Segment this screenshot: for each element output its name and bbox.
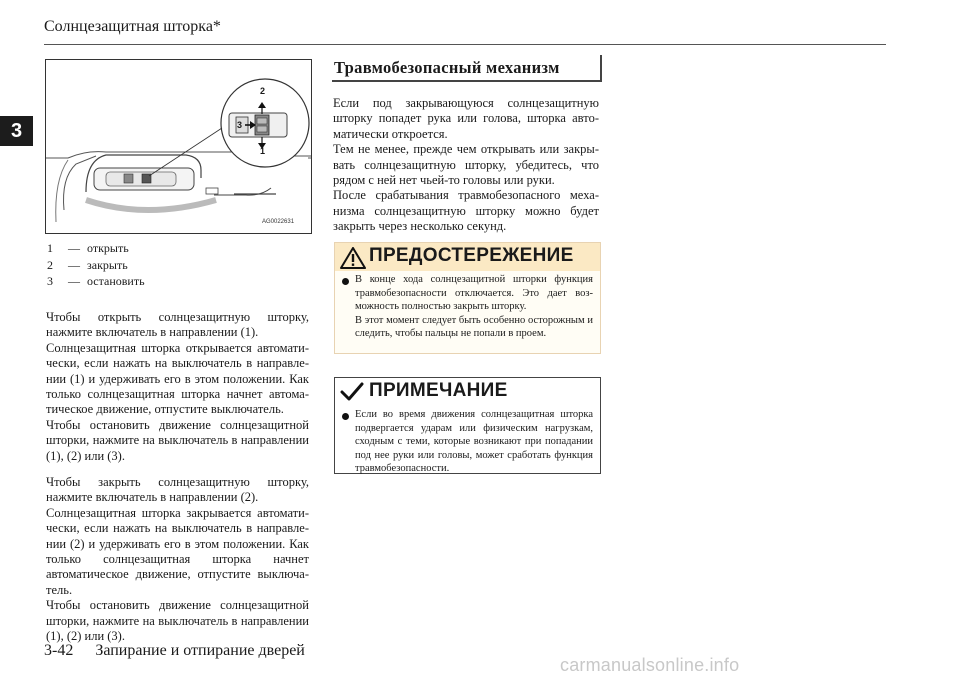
- warning-triangle-icon: [340, 247, 366, 269]
- sunshade-switch-small: [124, 174, 133, 183]
- callout-2: 2: [260, 86, 266, 96]
- warning-box: [334, 242, 601, 354]
- watermark: carmanualsonline.info: [560, 655, 740, 675]
- chapter-tab: 3: [0, 116, 33, 146]
- callout-3: 3: [237, 120, 243, 130]
- legend-item-stop: 3 — остановить: [47, 274, 145, 288]
- bullet-icon: [342, 413, 349, 420]
- figure-code: AG0022631: [262, 219, 295, 225]
- note-text: Если во время движения солнцезащитная шторка подвергается ударам или физическим нагрузкам, сходным с теми, которые возникают при попадании под нее руки или головы, может сработать функция травмобезопасности.: [355, 409, 593, 474]
- note-title: ПРИМЕЧАНИЕ: [369, 380, 508, 401]
- page-number: 3-42: [44, 642, 74, 659]
- page-header-title: Солнцезащитная шторка*: [44, 18, 221, 35]
- anti-pinch-description: Если под закрывающуюся солнцезащитную шторку попадет рука или голова, шторка автоматически откроется. Тем не менее, прежде чем открывать или закрывать солнцезащитную шторку, убедитесь, что рядом с ней нет чьей-то головы или руки. После срабатывания травмобезопасного механизма солнцезащитную шторку можно будет закрыть через несколько секунд.: [333, 96, 599, 234]
- close-instructions: Чтобы закрыть солнцезащитную шторку, нажмите включатель в направлении (2). Солнцезащитная шторка закрывается автоматически, если нажать на выключатель в направлении (2) и удерживать его в этом положении. Как только солнцезащитная шторка начнет автоматическое движение, отпустите выключатель. Чтобы остановить движение солнцезащитной шторки, нажмите на выключатель в направлении (1), (2) или (3).: [46, 475, 309, 644]
- note-box: [334, 377, 601, 474]
- section-title: Травмобезопасный механизм: [334, 58, 560, 77]
- bullet-icon: [342, 278, 349, 285]
- header-rule: [44, 44, 886, 45]
- legend-item-open: 1 — открыть: [47, 241, 129, 255]
- open-instructions: Чтобы открыть солнцезащитную шторку, нажмите включатель в направлении (1). Солнцезащитная шторка открывается автоматически, если нажать на выключатель в направлении (1) и удерживать его в этом положении. Как только солнцезащитная шторка начнет автоматическое движение, отпустите выключатель. Чтобы остановить движение солнцезащитной шторки, нажмите на выключатель в направлении (1), (2) или (3).: [46, 310, 309, 463]
- overhead-console-illustration: [46, 60, 311, 233]
- footer-section: Запирание и отпирание дверей: [95, 642, 305, 659]
- callout-1: 1: [260, 146, 266, 156]
- legend-item-close: 2 — закрыть: [47, 258, 128, 272]
- check-mark-icon: [340, 382, 364, 402]
- warning-title: ПРЕДОСТЕРЕЖЕНИЕ: [369, 245, 574, 266]
- warning-text: В конце хода солнцезащитной шторки функция травмобезопасности отключается. Это дает возможность полностью закрыть шторку. В этот момент следует быть особенно осторожным и следить, чтобы пальцы не попали в проем.: [355, 274, 593, 339]
- sunshade-switch-figure: [45, 59, 312, 234]
- page-footer: [44, 642, 305, 660]
